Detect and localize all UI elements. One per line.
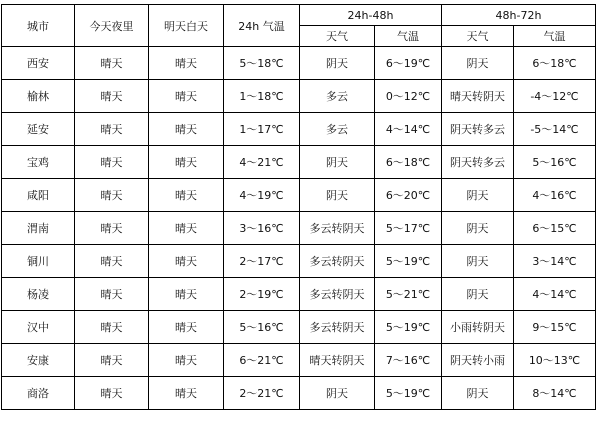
cell-weather-48h: 阴天 [300, 47, 375, 80]
cell-tomorrow-weather: 晴天 [149, 47, 224, 80]
cell-city: 渭南 [2, 212, 75, 245]
cell-temp-48h: 6～20℃ [375, 179, 442, 212]
cell-temp-48h: 7～16℃ [375, 344, 442, 377]
cell-temp-24h: 4～21℃ [224, 146, 300, 179]
cell-tonight-weather: 晴天 [75, 146, 149, 179]
cell-tomorrow-weather: 晴天 [149, 377, 224, 410]
cell-temp-24h: 5～18℃ [224, 47, 300, 80]
cell-weather-72h: 阴天 [442, 377, 514, 410]
header-weather-48h: 天气 [300, 26, 375, 47]
cell-tonight-weather: 晴天 [75, 377, 149, 410]
cell-temp-48h: 5～19℃ [375, 311, 442, 344]
cell-temp-48h: 5～21℃ [375, 278, 442, 311]
cell-tonight-weather: 晴天 [75, 311, 149, 344]
cell-weather-48h: 多云转阴天 [300, 245, 375, 278]
header-city: 城市 [2, 5, 75, 47]
header-weather-72h: 天气 [442, 26, 514, 47]
cell-tomorrow-weather: 晴天 [149, 344, 224, 377]
header-row-primary [2, 5, 596, 26]
cell-temp-72h: 6～15℃ [514, 212, 596, 245]
header-tomorrow-day: 明天白天 [149, 5, 224, 47]
cell-city: 杨凌 [2, 278, 75, 311]
cell-city: 榆林 [2, 80, 75, 113]
cell-tomorrow-weather: 晴天 [149, 245, 224, 278]
table-body [2, 47, 596, 410]
cell-weather-72h: 阴天 [442, 212, 514, 245]
cell-temp-72h: 3～14℃ [514, 245, 596, 278]
table-row [2, 377, 596, 410]
cell-temp-72h: 9～15℃ [514, 311, 596, 344]
cell-temp-24h: 1～17℃ [224, 113, 300, 146]
cell-tonight-weather: 晴天 [75, 80, 149, 113]
cell-temp-72h: 8～14℃ [514, 377, 596, 410]
header-temp-24h: 24h 气温 [224, 5, 300, 47]
cell-temp-72h: 5～16℃ [514, 146, 596, 179]
table-row [2, 344, 596, 377]
table-row [2, 245, 596, 278]
cell-temp-24h: 4～19℃ [224, 179, 300, 212]
header-group-24-48h: 24h-48h [300, 5, 442, 26]
cell-city: 宝鸡 [2, 146, 75, 179]
cell-tomorrow-weather: 晴天 [149, 311, 224, 344]
cell-weather-48h: 多云转阴天 [300, 212, 375, 245]
cell-tomorrow-weather: 晴天 [149, 146, 224, 179]
cell-temp-48h: 6～19℃ [375, 47, 442, 80]
cell-tonight-weather: 晴天 [75, 179, 149, 212]
cell-city: 咸阳 [2, 179, 75, 212]
cell-tomorrow-weather: 晴天 [149, 212, 224, 245]
cell-tomorrow-weather: 晴天 [149, 278, 224, 311]
cell-temp-48h: 6～18℃ [375, 146, 442, 179]
cell-tomorrow-weather: 晴天 [149, 80, 224, 113]
cell-weather-72h: 阴天转多云 [442, 146, 514, 179]
cell-tomorrow-weather: 晴天 [149, 179, 224, 212]
cell-temp-24h: 5～16℃ [224, 311, 300, 344]
cell-city: 延安 [2, 113, 75, 146]
cell-temp-24h: 2～21℃ [224, 377, 300, 410]
cell-temp-72h: 4～14℃ [514, 278, 596, 311]
cell-temp-24h: 1～18℃ [224, 80, 300, 113]
cell-tomorrow-weather: 晴天 [149, 113, 224, 146]
cell-temp-48h: 4～14℃ [375, 113, 442, 146]
cell-weather-72h: 阴天转多云 [442, 113, 514, 146]
cell-temp-48h: 5～17℃ [375, 212, 442, 245]
cell-city: 汉中 [2, 311, 75, 344]
cell-temp-48h: 5～19℃ [375, 245, 442, 278]
table-row [2, 113, 596, 146]
cell-weather-72h: 阴天 [442, 278, 514, 311]
cell-temp-72h: -5～14℃ [514, 113, 596, 146]
cell-weather-48h: 阴天 [300, 146, 375, 179]
cell-weather-72h: 晴天转阴天 [442, 80, 514, 113]
cell-weather-48h: 多云转阴天 [300, 311, 375, 344]
cell-weather-72h: 阴天 [442, 179, 514, 212]
cell-temp-24h: 2～19℃ [224, 278, 300, 311]
cell-temp-72h: 4～16℃ [514, 179, 596, 212]
cell-tonight-weather: 晴天 [75, 245, 149, 278]
header-temp-48h: 气温 [375, 26, 442, 47]
cell-city: 商洛 [2, 377, 75, 410]
cell-weather-48h: 阴天 [300, 377, 375, 410]
cell-temp-48h: 0～12℃ [375, 80, 442, 113]
cell-temp-72h: 10～13℃ [514, 344, 596, 377]
cell-city: 安康 [2, 344, 75, 377]
cell-temp-24h: 2～17℃ [224, 245, 300, 278]
cell-weather-48h: 多云 [300, 113, 375, 146]
table-row [2, 146, 596, 179]
cell-temp-72h: 6～18℃ [514, 47, 596, 80]
cell-tonight-weather: 晴天 [75, 278, 149, 311]
table-row [2, 179, 596, 212]
table-row [2, 47, 596, 80]
cell-weather-48h: 多云转阴天 [300, 278, 375, 311]
cell-weather-72h: 阴天 [442, 47, 514, 80]
cell-temp-24h: 3～16℃ [224, 212, 300, 245]
cell-city: 西安 [2, 47, 75, 80]
header-temp-72h: 气温 [514, 26, 596, 47]
cell-weather-72h: 小雨转阴天 [442, 311, 514, 344]
cell-temp-48h: 5～19℃ [375, 377, 442, 410]
cell-tonight-weather: 晴天 [75, 47, 149, 80]
header-group-48-72h: 48h-72h [442, 5, 596, 26]
cell-weather-48h: 晴天转阴天 [300, 344, 375, 377]
cell-weather-72h: 阴天转小雨 [442, 344, 514, 377]
cell-weather-72h: 阴天 [442, 245, 514, 278]
table-row [2, 80, 596, 113]
cell-temp-72h: -4～12℃ [514, 80, 596, 113]
table-row [2, 278, 596, 311]
cell-tonight-weather: 晴天 [75, 113, 149, 146]
cell-tonight-weather: 晴天 [75, 212, 149, 245]
weather-forecast-table [1, 4, 596, 410]
cell-city: 铜川 [2, 245, 75, 278]
cell-temp-24h: 6～21℃ [224, 344, 300, 377]
table-row [2, 311, 596, 344]
header-tonight: 今天夜里 [75, 5, 149, 47]
cell-tonight-weather: 晴天 [75, 344, 149, 377]
cell-weather-48h: 阴天 [300, 179, 375, 212]
cell-weather-48h: 多云 [300, 80, 375, 113]
forecast-table-container [1, 4, 596, 410]
table-row [2, 212, 596, 245]
